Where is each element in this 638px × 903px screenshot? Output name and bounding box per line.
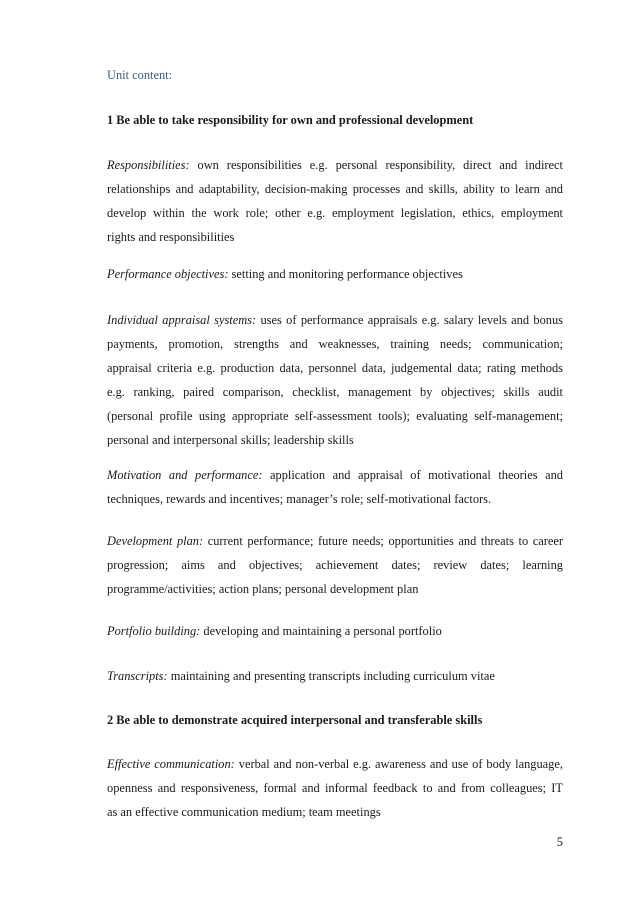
- paragraph-line: [107, 463, 563, 487]
- paragraph-line: personal and interpersonal skills; leadership skills: [107, 433, 354, 447]
- paragraph-line: appraisal criteria e.g. production data, personnel data, judgemental data; rating methods: [107, 361, 563, 375]
- performance-objectives-term: Performance objectives:: [107, 267, 229, 281]
- portfolio-term: Portfolio building:: [107, 624, 201, 638]
- paragraph-line: programme/activities; action plans; personal development plan: [107, 582, 419, 596]
- paragraph-line: develop within the work role; other e.g. employment legislation, ethics, employment: [107, 206, 563, 220]
- portfolio-paragraph: [107, 619, 563, 643]
- transcripts-term: Transcripts:: [107, 669, 168, 683]
- effective-communication-term: Effective communication:: [107, 757, 235, 771]
- responsibilities-paragraph: [107, 153, 563, 249]
- paragraph-line: (personal profile using appropriate self-assessment tools); evaluating self-management;: [107, 409, 563, 423]
- individual-appraisal-term: Individual appraisal systems:: [107, 313, 257, 327]
- paragraph-line: techniques, rewards and incentives; manager’s role; self-motivational factors.: [107, 492, 492, 506]
- motivation-term: Motivation and performance:: [107, 468, 263, 482]
- paragraph-line: [107, 308, 563, 332]
- transcripts-paragraph: [107, 664, 563, 688]
- performance-objectives-paragraph: [107, 262, 563, 286]
- motivation-paragraph: [107, 463, 563, 511]
- responsibilities-term: Responsibilities:: [107, 158, 190, 172]
- section-2-heading: 2 Be able to demonstrate acquired interpersonal and transferable skills: [107, 713, 483, 727]
- effective-communication-paragraph: [107, 752, 563, 824]
- paragraph-text: setting and monitoring performance objectives: [228, 267, 463, 281]
- paragraph-text: current performance; future needs; opportunities and threats to career: [203, 534, 563, 548]
- paragraph-line: progression; aims and objectives; achievement dates; review dates; learning: [107, 558, 563, 572]
- paragraph-text: application and appraisal of motivational theories and: [262, 468, 563, 482]
- paragraph-text: maintaining and presenting transcripts including curriculum vitae: [167, 669, 495, 683]
- individual-appraisal-paragraph: [107, 308, 563, 452]
- paragraph-line: [107, 664, 563, 688]
- paragraph-line: openness and responsiveness, formal and informal feedback to and from colleagues; IT: [107, 781, 563, 795]
- paragraph-text: own responsibilities e.g. personal responsibility, direct and indirect: [189, 158, 563, 172]
- paragraph-text: verbal and non-verbal e.g. awareness and use of body language,: [234, 757, 563, 771]
- development-plan-term: Development plan:: [107, 534, 204, 548]
- unit-content-label: Unit content:: [107, 68, 173, 82]
- section-1-heading: 1 Be able to take responsibility for own and professional development: [107, 113, 474, 127]
- paragraph-text: developing and maintaining a personal portfolio: [200, 624, 442, 638]
- paragraph-line: as an effective communication medium; team meetings: [107, 805, 381, 819]
- paragraph-line: payments, promotion, strengths and weaknesses, training needs; communication;: [107, 337, 563, 351]
- development-plan-paragraph: [107, 529, 563, 601]
- paragraph-line: [107, 529, 563, 553]
- paragraph-line: [107, 153, 563, 177]
- paragraph-text: uses of performance appraisals e.g. salary levels and bonus: [256, 313, 563, 327]
- paragraph-line: [107, 752, 563, 776]
- paragraph-line: [107, 619, 563, 643]
- paragraph-line: rights and responsibilities: [107, 230, 235, 244]
- paragraph-line: [107, 262, 563, 286]
- paragraph-line: relationships and adaptability, decision-making processes and skills, ability to learn and: [107, 182, 563, 196]
- paragraph-line: e.g. ranking, paired comparison, checklist, management by objectives; skills audit: [107, 385, 563, 399]
- page-number: 5: [556, 835, 563, 849]
